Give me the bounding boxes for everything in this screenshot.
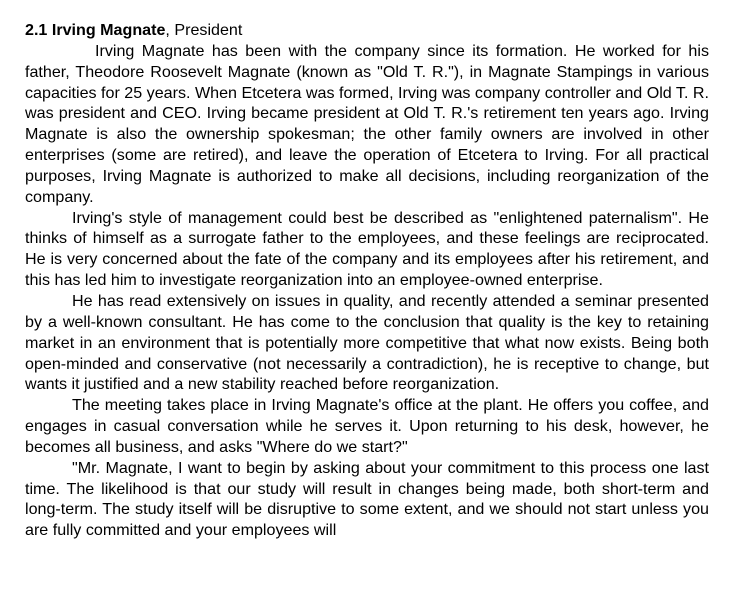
paragraph-5: "Mr. Magnate, I want to begin by asking about your commitment to this process one last time. The likelihood is that our study will result in changes being made, both short-term and long-term. The study itself will be disruptive to some extent, and we should not start unless you are fully committed and your employees will <box>25 458 709 540</box>
section-heading <box>25 20 709 41</box>
paragraph-2: Irving's style of management could best be described as "enlightened paternalism". He thinks of himself as a surrogate father to the employees, and these feelings are reciprocated. He is very concerned about the fate of the company and its employees after his retirement, and this has led him to investigate reorganization into an employee-owned enterprise. <box>25 208 709 290</box>
paragraph-4: The meeting takes place in Irving Magnate's office at the plant. He offers you coffee, and engages in casual conversation while he serves it. Upon returning to his desk, however, he becomes all business, and asks "Where do we start?" <box>25 396 709 456</box>
section-role: , President <box>165 21 243 39</box>
section-title: 2.1 Irving Magnate <box>25 21 166 39</box>
document-page <box>25 20 709 541</box>
paragraph-1: Irving Magnate has been with the company since its formation. He worked for his father, Theodore Roosevelt Magnate (known as "Old T. R."), in Magnate Stampings in various capacities for 25 years. When Etcetera was formed, Irving was company controller and Old T. R. was president and CEO. Irving became president at Old T. R.'s retirement ten years ago. Irving Magnate is also the ownership spokesman; the other family owners are involved in other enterprises (some are retired), and leave the operation of Etcetera to Irving. For all practical purposes, Irving Magnate is authorized to make all decisions, including reorganization of the company. <box>25 41 709 206</box>
paragraph-3: He has read extensively on issues in quality, and recently attended a seminar presented by a well-known consultant. He has come to the conclusion that quality is the key to retaining market in an environment that is potentially more competitive that what now exists. Being both open-minded and conservative (not necessarily a contradiction), he is receptive to change, but wants it justified and a new stability reached before reorganization. <box>25 291 709 394</box>
